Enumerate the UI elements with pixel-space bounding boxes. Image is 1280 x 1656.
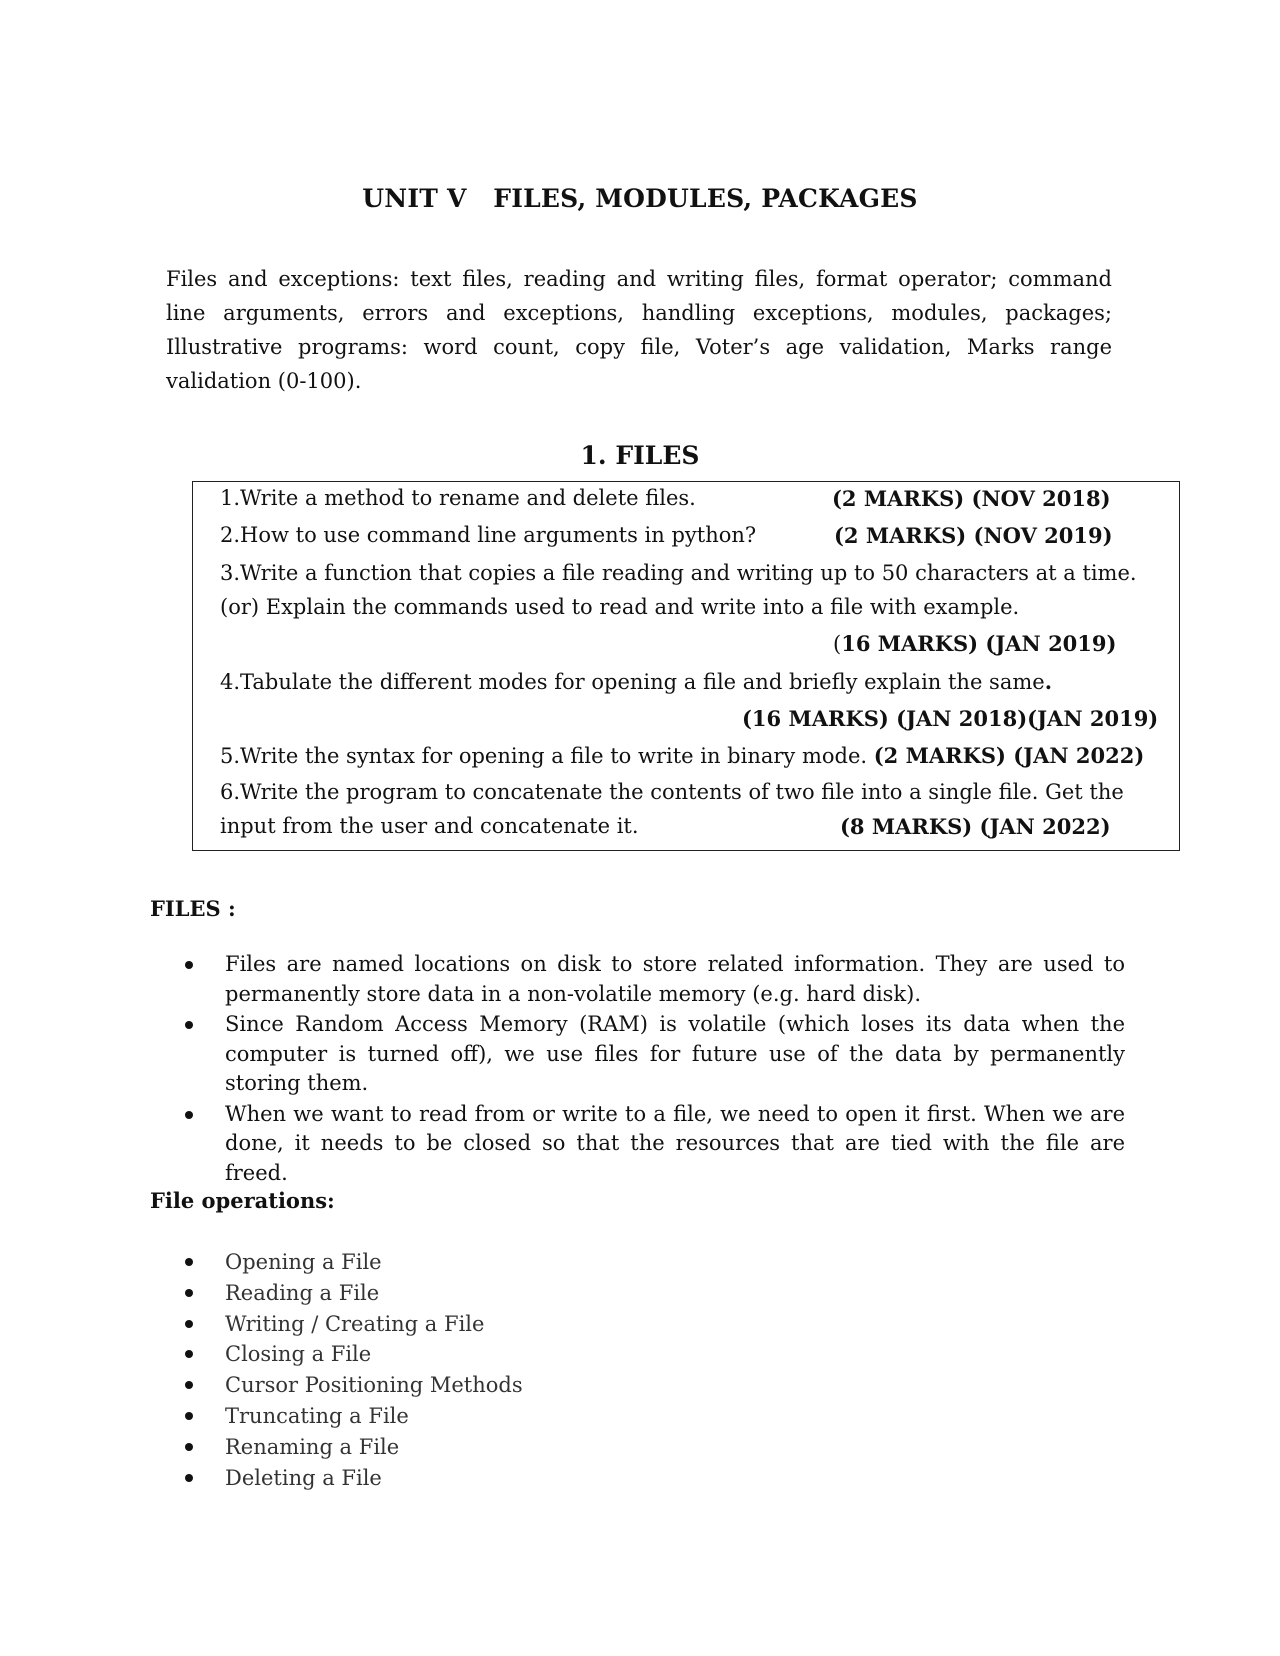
bullet-icon: [185, 961, 193, 969]
list-item: [150, 1278, 1125, 1309]
question-6-line-1: 6.Write the program to concatenate the contents of two file into a single file. Get the: [220, 780, 1124, 804]
question-1-text: 1.Write a method to rename and delete files.: [220, 486, 696, 510]
list-item-text: Opening a File: [225, 1250, 382, 1274]
list-item-text: Writing / Creating a File: [225, 1311, 485, 1336]
question-3-marks-paren: (: [833, 632, 842, 656]
list-item: [150, 1309, 1125, 1340]
files-label: FILES :: [150, 896, 236, 921]
bullet-icon: [185, 1111, 193, 1119]
question-box: [192, 481, 1180, 851]
question-6-line-2: input from the user and concatenate it.: [220, 814, 639, 838]
bullet-icon: [185, 1021, 193, 1029]
bullet-icon: [185, 1443, 193, 1451]
section-heading-files: 1. FILES: [580, 441, 700, 470]
list-item: [150, 1100, 1125, 1189]
list-item: [150, 1432, 1125, 1463]
list-item-text: Cursor Positioning Methods: [225, 1373, 523, 1398]
syllabus-paragraph: Files and exceptions: text files, reading and writing files, format operator; command line arguments, errors and exceptions, handling exceptions, modules, packages; Illustrative programs: word count, copy file, Voter’s age validation, Marks range validation (0-100).: [166, 267, 1112, 393]
question-4-text: [220, 669, 1052, 694]
list-item: [150, 1370, 1125, 1401]
question-2-text: 2.How to use command line arguments in python?: [220, 523, 757, 547]
bullet-icon: [185, 1350, 193, 1358]
question-5-body: 5.Write the syntax for opening a file to write in binary mode.: [220, 744, 874, 768]
bullet-icon: [185, 1289, 193, 1297]
list-item: [150, 1463, 1125, 1494]
bullet-icon: [185, 1381, 193, 1389]
list-item-text: Deleting a File: [225, 1465, 382, 1490]
question-3-marks-text: 16 MARKS) (JAN 2019): [841, 631, 1117, 656]
bullet-icon: [185, 1474, 193, 1482]
question-3-line-2: (or) Explain the commands used to read and write into a file with example.: [220, 595, 1020, 619]
bullet-icon: [185, 1258, 193, 1266]
list-item-text: Truncating a File: [225, 1403, 409, 1428]
files-info-list: [150, 950, 1125, 1189]
list-item: [150, 1247, 1125, 1278]
question-5-text: [220, 743, 1144, 768]
bullet-icon: [185, 1412, 193, 1420]
question-3-marks: [833, 631, 1116, 656]
list-item-text: Files are named locations on disk to store related information. They are used to permanently store data in a non-volatile memory (e.g. hard disk).: [225, 952, 1125, 1006]
question-4-period: .: [1044, 669, 1053, 694]
list-item: [150, 1401, 1125, 1432]
list-item: [150, 950, 1125, 1009]
list-item-text: Since Random Access Memory (RAM) is volatile (which loses its data when the computer is turned off), we use files for future use of the data by permanently storing them.: [225, 1012, 1125, 1095]
question-4-marks: (16 MARKS) (JAN 2018)(JAN 2019): [742, 706, 1159, 731]
question-6-marks: (8 MARKS) (JAN 2022): [840, 814, 1111, 839]
list-item-text: Reading a File: [225, 1280, 380, 1305]
list-item-text: Renaming a File: [225, 1434, 400, 1459]
bullet-icon: [185, 1320, 193, 1328]
file-operations-label: File operations:: [150, 1188, 335, 1213]
question-3-line-1: 3.Write a function that copies a file reading and writing up to 50 characters at a time.: [220, 561, 1137, 585]
question-4-body: 4.Tabulate the different modes for opening a file and briefly explain the same: [220, 670, 1045, 694]
question-2-marks: (2 MARKS) (NOV 2019): [834, 523, 1113, 548]
list-item-text: Closing a File: [225, 1342, 372, 1367]
question-1-marks: (2 MARKS) (NOV 2018): [832, 486, 1111, 511]
page-title: UNIT V FILES, MODULES, PACKAGES: [362, 184, 918, 213]
list-item: [150, 1010, 1125, 1099]
question-5-marks: (2 MARKS) (JAN 2022): [873, 743, 1145, 768]
list-item: [150, 1339, 1125, 1370]
list-item-text: When we want to read from or write to a file, we need to open it first. When we are done, it needs to be closed so that the resources that are tied with the file are freed.: [225, 1101, 1125, 1185]
file-operations-list: [150, 1247, 1125, 1493]
